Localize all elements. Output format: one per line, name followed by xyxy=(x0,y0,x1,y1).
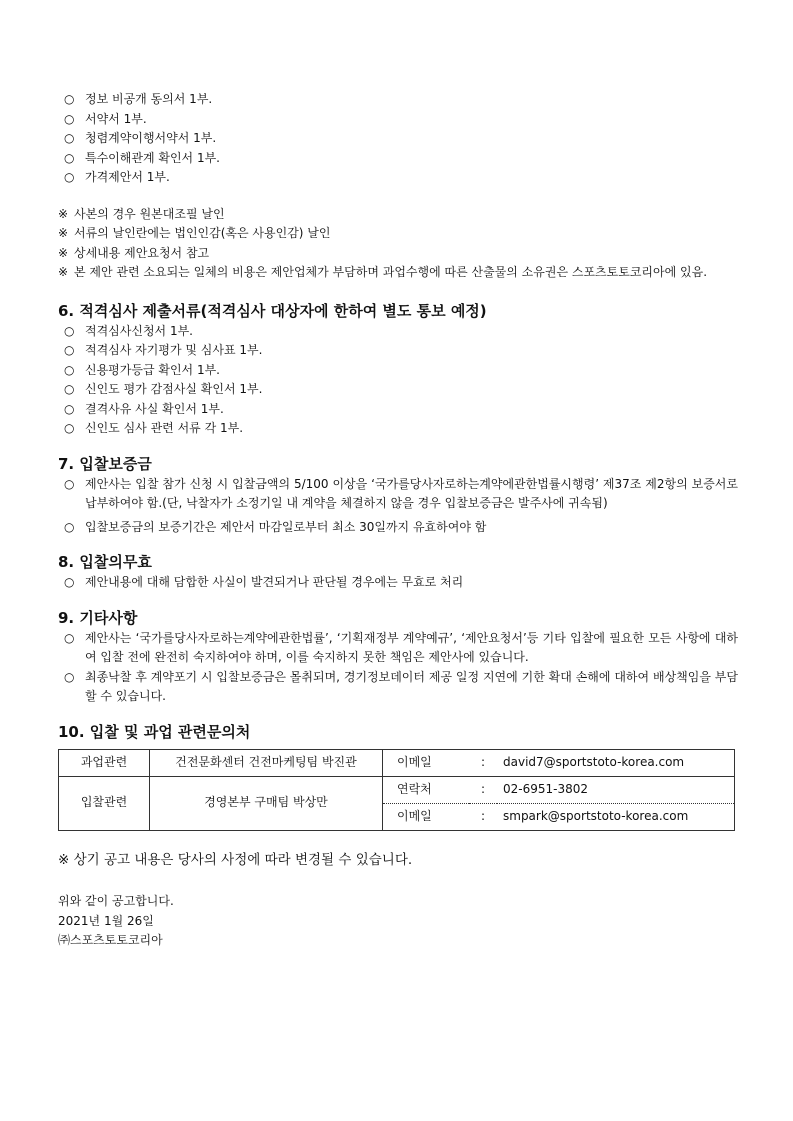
note-item: ※ 본 제안 관련 소요되는 일체의 비용은 제안업체가 부담하며 과업수행에 따른 산출물의 소유권은 스포츠토토코리아에 있음. xyxy=(58,265,708,279)
table-cell-email: david7@sportstoto-korea.com xyxy=(497,749,735,776)
list-item: ○ 서약서 1부. xyxy=(64,111,147,126)
list-item: ○ 청렴계약이행서약서 1부. xyxy=(64,131,217,145)
list-item: ○ 제안내용에 대해 담합한 사실이 발견되거나 판단될 경우에는 무효로 처리 xyxy=(64,575,464,589)
list-item: ○ 입찰보증금의 보증기간은 제안서 마감일로부터 최소 30일까지 유효하여야 함 xyxy=(64,519,487,534)
table-cell-separator: : xyxy=(469,749,497,776)
list-item: ○ 신인도 평가 감점사실 확인서 1부. xyxy=(64,382,263,396)
table-row xyxy=(59,776,735,803)
table-cell-separator: : xyxy=(469,803,497,830)
table-cell-category: 입찰관련 xyxy=(59,776,150,830)
section-9-title: 9. 기타사항 xyxy=(58,608,138,627)
table-cell-phone: 02-6951-3802 xyxy=(497,776,735,803)
table-row xyxy=(59,749,735,776)
list-item: ○ 정보 비공개 동의서 1부. xyxy=(64,92,213,106)
submission-docs-list xyxy=(58,90,738,188)
list-item: ○ 결격사유 사실 확인서 1부. xyxy=(64,401,224,416)
list-item: ○ 가격제안서 1부. xyxy=(64,170,170,184)
note-item: ※ 상세내용 제안요청서 참고 xyxy=(58,245,210,260)
change-notice: ※ 상기 공고 내용은 당사의 사정에 따라 변경될 수 있습니다. xyxy=(58,851,413,868)
section-6 xyxy=(58,300,738,439)
list-item: ○ 최종낙찰 후 계약포기 시 입찰보증금은 몰취되며, 경기정보데이터 제공 일정 지연에 기한 확대 손해에 대하여 배상책임을 부담할 수 있습니다. xyxy=(64,669,738,703)
note-item: ※ 사본의 경우 원본대조필 날인 xyxy=(58,206,225,221)
list-item: ○ 제안사는 입찰 참가 신청 시 입찰금액의 5/100 이상을 ‘국가를당사자로하는계약에관한법률시행령’ 제37조 제2항의 보증서로 납부하여야 함.(단, 낙찰자가 소정기일 내 계약을 체결하지 않을 경우 입찰보증금은 발주사에 귀속됨) xyxy=(64,476,738,510)
announcement-date: 2021년 1월 26일 xyxy=(58,913,154,928)
table-cell-contact: 경영본부 구매팀 박상만 xyxy=(150,776,383,830)
notes-list xyxy=(58,205,738,283)
section-9 xyxy=(58,607,738,707)
list-item: ○ 신용평가등급 확인서 1부. xyxy=(64,362,220,377)
section-8 xyxy=(58,551,738,593)
table-cell-field: 이메일 xyxy=(383,803,470,830)
contact-table xyxy=(58,749,735,831)
section-7 xyxy=(58,453,738,538)
list-item: ○ 적격심사 자기평가 및 심사표 1부. xyxy=(64,343,263,357)
section-6-title: 6. 적격심사 제출서류(적격심사 대상자에 한하여 별도 통보 예정) xyxy=(58,301,487,320)
list-item: ○ 제안사는 ‘국가를당사자로하는계약에관한법률’, ‘기획재정부 계약예규’, ‘제안요청서’등 기타 입찰에 필요한 모든 사항에 대하여 입찰 전에 완전히 숙지하여야 하며, 이를 숙지하지 못한 책임은 제안사에 있습니다. xyxy=(64,630,738,664)
closing-block xyxy=(58,892,738,951)
section-10 xyxy=(58,721,738,831)
list-item: ○ 적격심사신청서 1부. xyxy=(64,323,194,338)
note-item: ※ 서류의 날인란에는 법인인감(혹은 사용인감) 날인 xyxy=(58,226,331,240)
table-cell-field: 이메일 xyxy=(383,749,470,776)
table-cell-category: 과업관련 xyxy=(59,749,150,776)
closing-statement: 위와 같이 공고합니다. xyxy=(58,894,174,908)
section-7-title: 7. 입찰보증금 xyxy=(58,454,152,473)
table-cell-contact: 건전문화센터 건전마케팅팀 박진관 xyxy=(150,749,383,776)
table-cell-separator: : xyxy=(469,776,497,803)
list-item: ○ 특수이해관계 확인서 1부. xyxy=(64,150,220,165)
company-name: ㈜스포츠토토코리아 xyxy=(58,933,163,947)
list-item: ○ 신인도 심사 관련 서류 각 1부. xyxy=(64,421,244,435)
section-10-title: 10. 입찰 및 과업 관련문의처 xyxy=(58,722,251,741)
section-8-title: 8. 입찰의무효 xyxy=(58,553,152,571)
table-cell-field: 연락처 xyxy=(383,776,470,803)
table-cell-email: smpark@sportstoto-korea.com xyxy=(497,803,735,830)
document-page xyxy=(58,90,738,951)
